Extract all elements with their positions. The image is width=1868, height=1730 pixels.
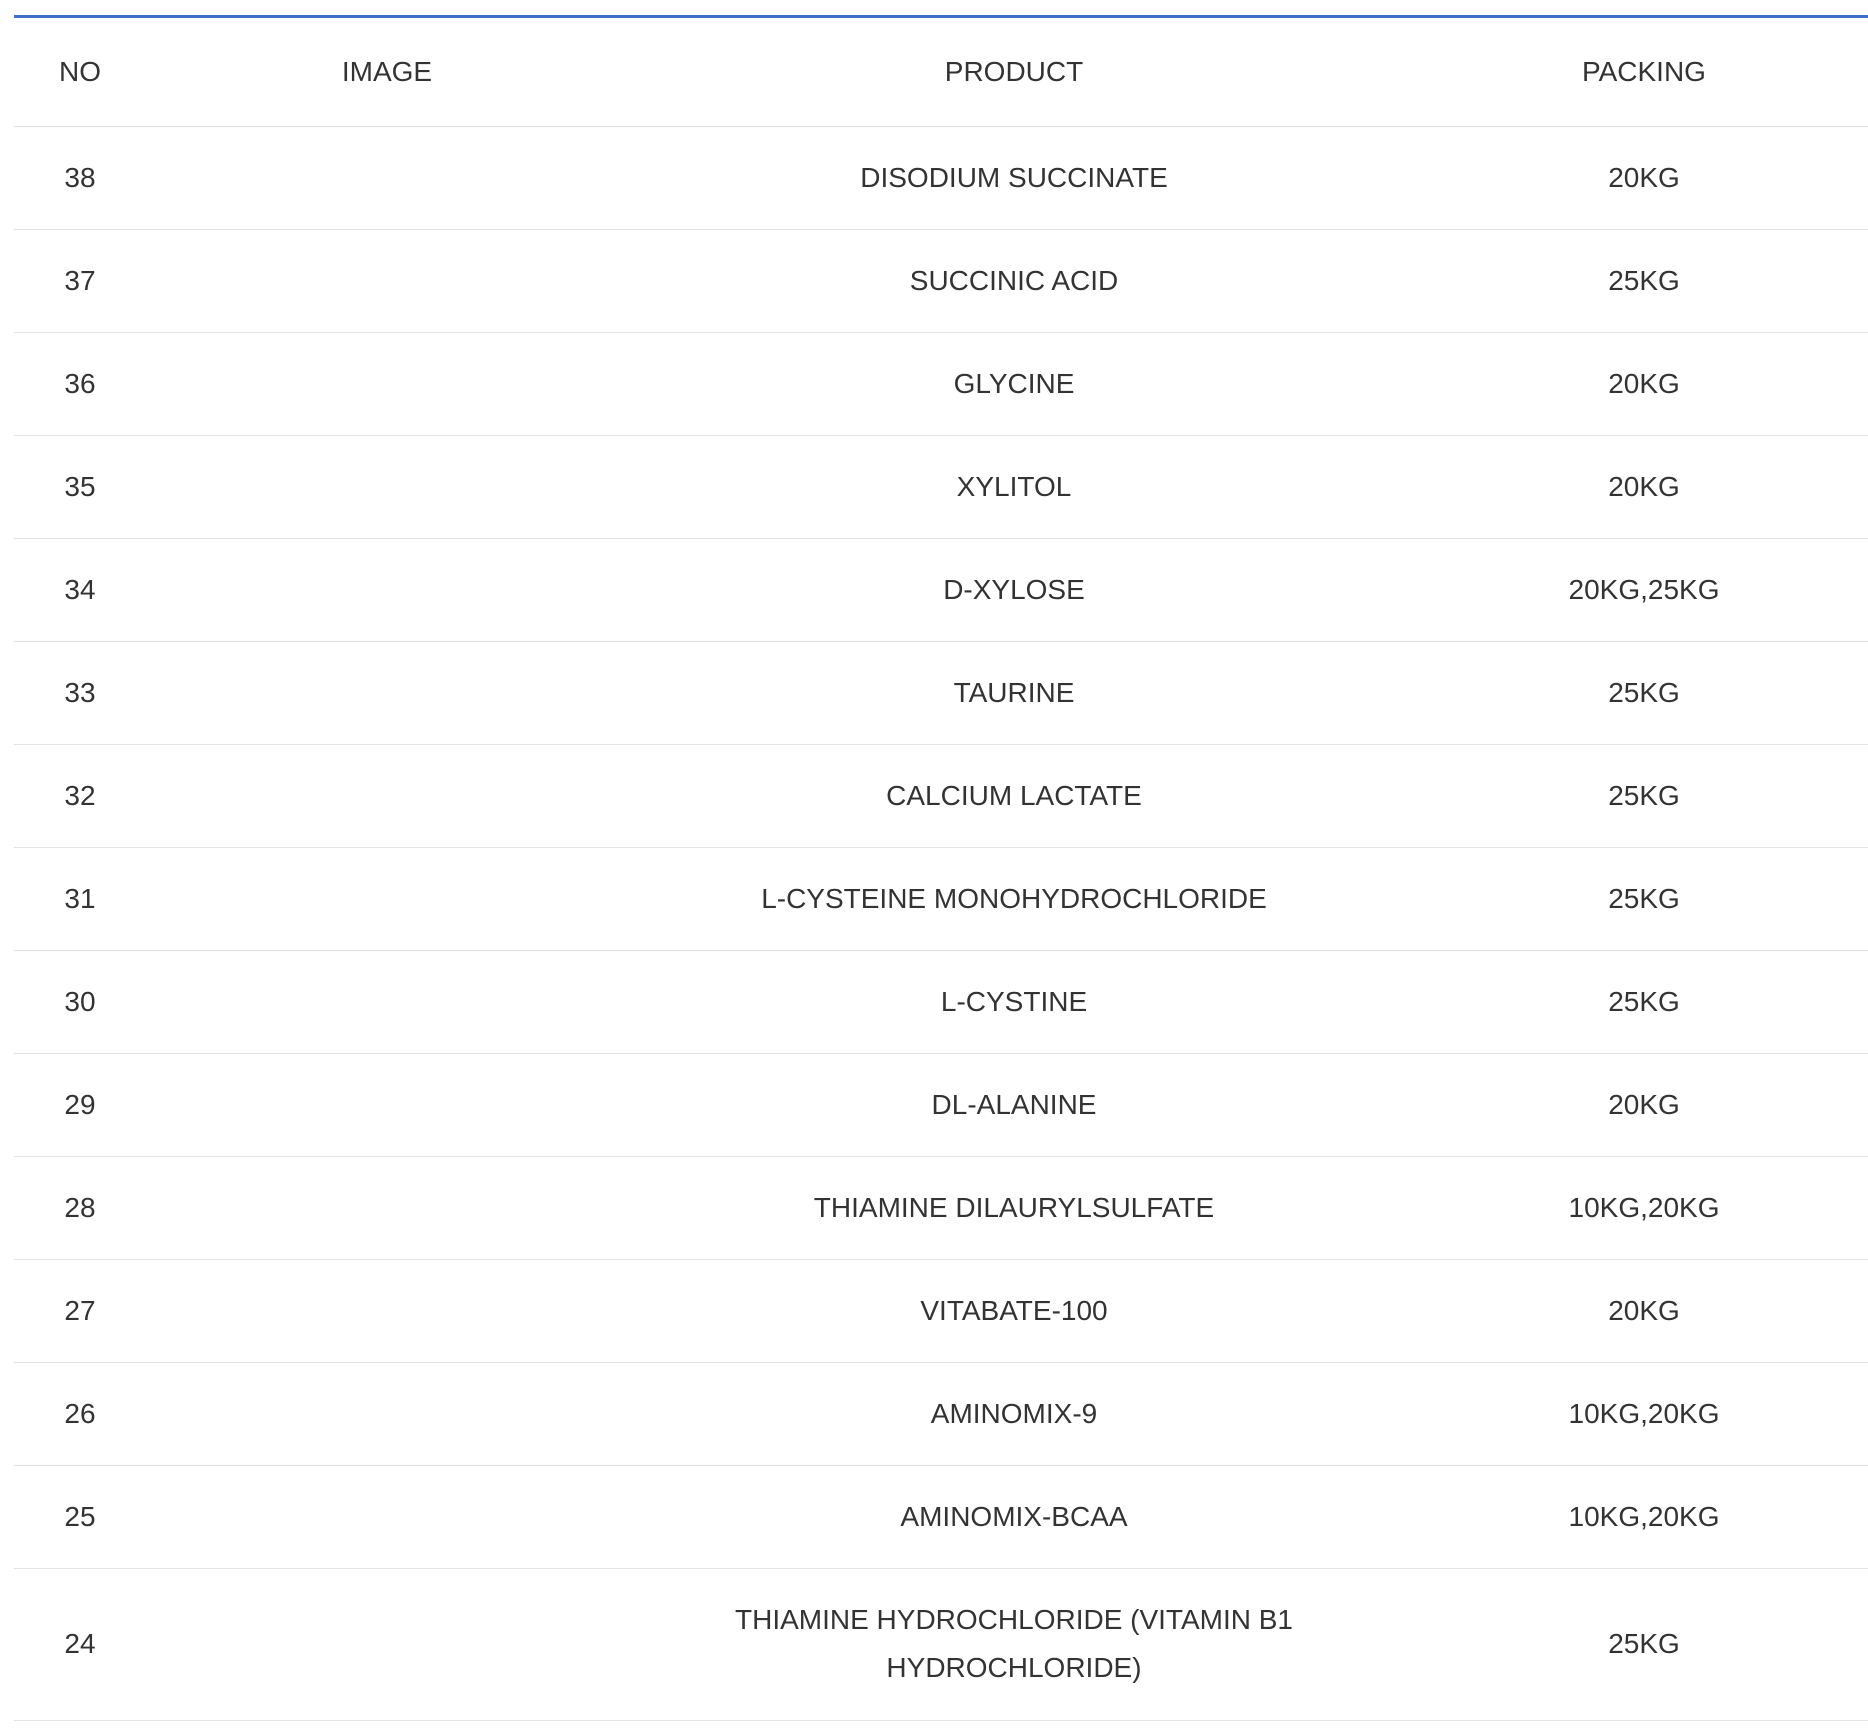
- cell-product[interactable]: [628, 332, 1400, 435]
- table-row[interactable]: [14, 950, 1868, 1053]
- header-no: NO: [14, 18, 146, 126]
- cell-image: [146, 641, 628, 744]
- product-name[interactable]: D-XYLOSE: [943, 573, 1085, 605]
- table-row[interactable]: [14, 641, 1868, 744]
- cell-image: [146, 538, 628, 641]
- product-name[interactable]: XYLITOL: [956, 470, 1072, 502]
- product-name[interactable]: THIAMINE HYDROCHLORIDE (VITAMIN B1 HYDROCHLORIDE): [735, 1604, 1293, 1683]
- product-name[interactable]: DL-ALANINE: [931, 1088, 1097, 1120]
- product-name[interactable]: DISODIUM SUCCINATE: [860, 161, 1168, 193]
- cell-packing: 25KG: [1400, 641, 1868, 744]
- header-product: PRODUCT: [628, 18, 1400, 126]
- table-row[interactable]: [14, 1362, 1868, 1465]
- product-table-container: [14, 15, 1868, 1721]
- cell-product[interactable]: [628, 1362, 1400, 1465]
- table-row[interactable]: [14, 332, 1868, 435]
- cell-product[interactable]: [628, 1053, 1400, 1156]
- cell-packing: 10KG,20KG: [1400, 1465, 1868, 1568]
- product-name[interactable]: SUCCINIC ACID: [909, 264, 1119, 296]
- cell-no: 34: [14, 538, 146, 641]
- cell-packing: 25KG: [1400, 229, 1868, 332]
- header-row: [14, 18, 1868, 126]
- cell-product[interactable]: [628, 744, 1400, 847]
- cell-packing: 25KG: [1400, 950, 1868, 1053]
- cell-product[interactable]: [628, 126, 1400, 229]
- cell-product[interactable]: [628, 538, 1400, 641]
- cell-image: [146, 435, 628, 538]
- cell-packing: 10KG,20KG: [1400, 1362, 1868, 1465]
- cell-no: 29: [14, 1053, 146, 1156]
- cell-no: 37: [14, 229, 146, 332]
- header-packing: PACKING: [1400, 18, 1868, 126]
- cell-packing: 25KG: [1400, 1568, 1868, 1720]
- cell-image: [146, 1259, 628, 1362]
- cell-no: 31: [14, 847, 146, 950]
- table-row[interactable]: [14, 847, 1868, 950]
- cell-product[interactable]: [628, 1156, 1400, 1259]
- cell-image: [146, 229, 628, 332]
- cell-no: 33: [14, 641, 146, 744]
- cell-no: 27: [14, 1259, 146, 1362]
- cell-product[interactable]: [628, 1465, 1400, 1568]
- cell-no: 32: [14, 744, 146, 847]
- product-table: [14, 18, 1868, 1721]
- cell-no: 36: [14, 332, 146, 435]
- cell-image: [146, 1465, 628, 1568]
- table-row[interactable]: [14, 435, 1868, 538]
- cell-packing: 20KG: [1400, 332, 1868, 435]
- product-name[interactable]: TAURINE: [953, 676, 1075, 708]
- product-name[interactable]: AMINOMIX-9: [930, 1397, 1098, 1429]
- cell-image: [146, 847, 628, 950]
- product-name[interactable]: GLYCINE: [953, 367, 1075, 399]
- table-body: [14, 126, 1868, 1720]
- cell-product[interactable]: [628, 229, 1400, 332]
- cell-packing: 20KG,25KG: [1400, 538, 1868, 641]
- product-name[interactable]: L-CYSTINE: [940, 985, 1088, 1017]
- table-row[interactable]: [14, 538, 1868, 641]
- cell-image: [146, 950, 628, 1053]
- product-name[interactable]: AMINOMIX-BCAA: [900, 1500, 1128, 1532]
- cell-no: 38: [14, 126, 146, 229]
- cell-packing: 25KG: [1400, 744, 1868, 847]
- header-image: IMAGE: [146, 18, 628, 126]
- cell-product[interactable]: [628, 950, 1400, 1053]
- table-row[interactable]: [14, 1465, 1868, 1568]
- table-row[interactable]: [14, 1259, 1868, 1362]
- table-row[interactable]: [14, 126, 1868, 229]
- cell-product[interactable]: [628, 847, 1400, 950]
- table-row[interactable]: [14, 1156, 1868, 1259]
- table-row[interactable]: [14, 744, 1868, 847]
- table-row[interactable]: [14, 1568, 1868, 1720]
- cell-image: [146, 1568, 628, 1720]
- cell-no: 24: [14, 1568, 146, 1720]
- cell-no: 30: [14, 950, 146, 1053]
- cell-packing: 20KG: [1400, 126, 1868, 229]
- cell-packing: 20KG: [1400, 1259, 1868, 1362]
- table-row[interactable]: [14, 229, 1868, 332]
- cell-product[interactable]: [628, 435, 1400, 538]
- product-name[interactable]: CALCIUM LACTATE: [886, 779, 1142, 811]
- cell-image: [146, 126, 628, 229]
- cell-image: [146, 1156, 628, 1259]
- cell-product[interactable]: [628, 641, 1400, 744]
- product-name[interactable]: L-CYSTEINE MONOHYDROCHLORIDE: [761, 882, 1267, 914]
- cell-packing: 20KG: [1400, 1053, 1868, 1156]
- cell-no: 28: [14, 1156, 146, 1259]
- cell-packing: 20KG: [1400, 435, 1868, 538]
- cell-no: 25: [14, 1465, 146, 1568]
- cell-packing: 25KG: [1400, 847, 1868, 950]
- cell-image: [146, 744, 628, 847]
- cell-no: 35: [14, 435, 146, 538]
- cell-no: 26: [14, 1362, 146, 1465]
- cell-product[interactable]: [628, 1568, 1400, 1720]
- product-name[interactable]: THIAMINE DILAURYLSULFATE: [813, 1191, 1215, 1223]
- table-header: [14, 18, 1868, 126]
- cell-image: [146, 1362, 628, 1465]
- table-row[interactable]: [14, 1053, 1868, 1156]
- cell-product[interactable]: [628, 1259, 1400, 1362]
- cell-packing: 10KG,20KG: [1400, 1156, 1868, 1259]
- product-name[interactable]: VITABATE-100: [920, 1294, 1108, 1326]
- cell-image: [146, 332, 628, 435]
- cell-image: [146, 1053, 628, 1156]
